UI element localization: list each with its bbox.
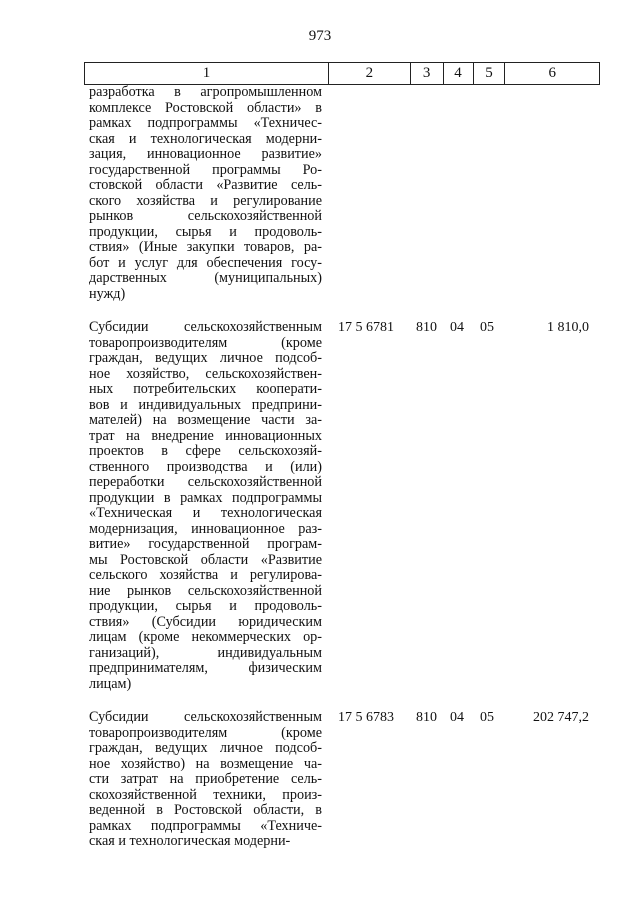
description-line: стовской области «Развитие сель- [89, 177, 322, 193]
description-line: переработки сельскохозяйственной [89, 474, 322, 490]
description-line: зация, инновационное развитие» [89, 146, 322, 162]
header-col-1: 1 [85, 63, 329, 84]
description-line: ных потребительских кооперати- [89, 381, 322, 397]
description-line: ского хозяйства и регулирование [89, 192, 322, 209]
description-line: продукции, сырья и продоволь- [89, 223, 322, 240]
description-line: рамках подпрограммы «Техничес- [89, 115, 322, 131]
row-code: 17 5 6781 [338, 320, 394, 335]
description-line: нужд) [89, 285, 126, 302]
table-row [89, 320, 600, 692]
description-line: бот и услуг для обеспечения госу- [89, 254, 322, 271]
description-line: граждан, ведущих личное подсоб- [89, 740, 322, 756]
description-line: разработка в агропромышленном [89, 84, 322, 100]
table-body [89, 85, 600, 850]
description-line: сти затрат на приобретение сель- [89, 771, 322, 787]
description-line: ствия» (Иные закупки товаров, ра- [89, 239, 322, 255]
header-col-5: 5 [474, 63, 506, 84]
description-line: рынков сельскохозяйственной [89, 208, 322, 224]
table-row [89, 85, 600, 302]
description-line: ние рынков сельскохозяйственной [89, 582, 322, 599]
row-amount: 202 747,2 [533, 710, 589, 725]
description-line: лицам (кроме некоммерческих ор- [89, 629, 322, 645]
description-line: Субсидии сельскохозяйственным [89, 709, 322, 725]
table-row [89, 710, 600, 850]
row-section: 04 [450, 320, 464, 335]
description-line: ственного производства и (или) [89, 458, 322, 475]
row-subsection: 05 [480, 320, 494, 335]
row-code: 17 5 6783 [338, 710, 394, 725]
header-col-2: 2 [329, 63, 411, 84]
description-line: товаропроизводителям (кроме [89, 724, 322, 741]
description-line: государственной программы Ро- [89, 161, 322, 178]
description-line: Субсидии сельскохозяйственным [89, 319, 322, 335]
description-line: ствия» (Субсидии юридическим [89, 613, 322, 630]
row-expense-type: 810 [416, 320, 437, 335]
description-line: ное хозяйство) на возмещение ча- [89, 755, 322, 772]
row-description [89, 85, 322, 302]
description-line: ская и технологическая модерни- [89, 833, 291, 849]
description-line: комплексе Ростовской области» в [89, 99, 322, 116]
row-description [89, 320, 322, 692]
description-line: товаропроизводителям (кроме [89, 334, 322, 351]
row-description [89, 710, 322, 850]
description-line: модернизация, инновационное раз- [89, 520, 322, 537]
description-line: продукции, сырья и продоволь- [89, 598, 322, 614]
row-amount: 1 810,0 [547, 320, 589, 335]
description-line: ганизаций), индивидуальным [89, 644, 322, 661]
header-col-6: 6 [548, 65, 556, 81]
page-number: 973 [308, 28, 332, 44]
description-line: вов и индивидуальных предприни- [89, 396, 322, 413]
description-line: предпринимателям, физическим [89, 660, 322, 676]
table-header [84, 62, 600, 85]
description-line: веденной в Ростовской области, в [89, 802, 322, 818]
row-subsection: 05 [480, 710, 494, 725]
description-line: сельского хозяйства и регулирова- [89, 567, 322, 583]
header-col-4: 4 [444, 63, 474, 84]
description-line: мателей) на возмещение части за- [89, 412, 322, 428]
row-section: 04 [450, 710, 464, 725]
description-line: лицам) [89, 675, 132, 692]
description-line: продукции в рамках подпрограммы [89, 489, 322, 506]
description-line: витие» государственной програм- [89, 536, 322, 552]
description-line: ская и технологическая модерни- [89, 130, 322, 147]
row-expense-type: 810 [416, 710, 437, 725]
description-line: ное хозяйство, сельскохозяйствен- [89, 365, 322, 382]
header-col-3: 3 [411, 63, 444, 84]
description-line: мы Ростовской области «Развитие [89, 551, 322, 568]
description-line: проектов в сфере сельскохозяй- [89, 443, 322, 459]
description-line: «Техническая и технологическая [89, 505, 322, 521]
description-line: рамках подпрограммы «Техниче- [89, 817, 322, 834]
description-line: граждан, ведущих личное подсоб- [89, 350, 322, 366]
description-line: дарственных (муниципальных) [89, 270, 322, 286]
description-line: скохозяйственной техники, произ- [89, 786, 322, 803]
description-line: трат на внедрение инновационных [89, 427, 322, 444]
